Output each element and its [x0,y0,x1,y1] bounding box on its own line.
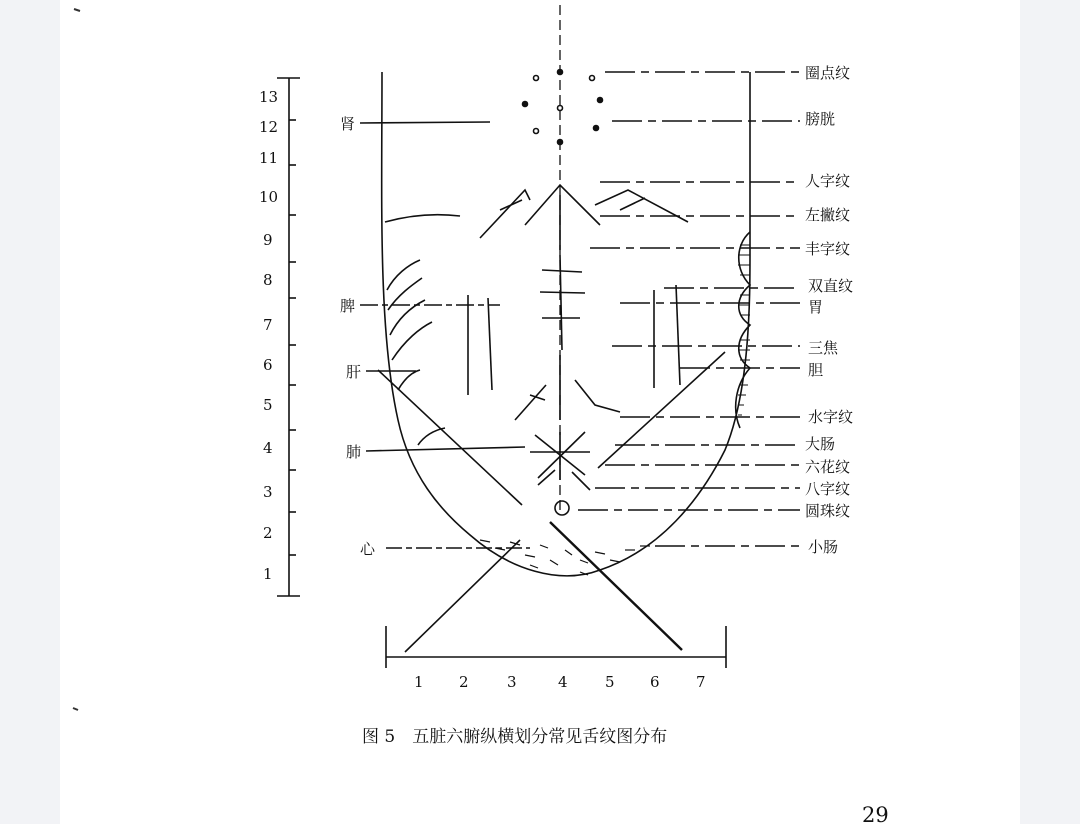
hscale-4: 4 [558,673,568,691]
label-large-intestine: 大肠 [805,435,836,453]
vscale-6: 6 [263,356,273,374]
label-round-bead-pattern: 圆珠纹 [805,502,851,520]
label-left-slash-pattern: 左撇纹 [805,206,851,224]
figure-caption: 图 5 五脏六腑纵横划分常见舌纹图分布 [362,727,668,747]
hscale-5: 5 [605,673,615,691]
page-number: 29 [862,803,889,824]
round-bead-mark [555,501,569,515]
label-water-pattern: 水字纹 [808,408,854,426]
vertical-scale-ticks [289,120,296,555]
heart-region-dashes [480,540,650,575]
hscale-7: 7 [696,673,706,691]
hscale-2: 2 [459,673,469,691]
label-eight-pattern: 八字纹 [805,480,851,498]
label-six-flower-pattern: 六花纹 [805,458,851,476]
label-kidney: 肾 [340,115,356,133]
document-page [60,0,1020,824]
vscale-2: 2 [263,524,273,542]
vscale-4: 4 [263,439,273,457]
dot-pattern-marks [523,70,603,145]
scan-speck-left [73,708,78,710]
vscale-7: 7 [263,316,273,334]
label-ren-pattern: 人字纹 [805,172,851,190]
vscale-10: 10 [259,188,279,206]
right-pattern-labels [805,64,853,556]
label-small-intestine: 小肠 [808,538,839,556]
hscale-3: 3 [507,673,517,691]
feng-pattern-marks [540,255,585,350]
label-sanjiao: 三焦 [808,339,839,357]
vscale-13: 13 [259,88,279,106]
hscale-6: 6 [650,673,660,691]
six-flower-marks [530,432,590,480]
right-leader-lines [578,72,800,546]
label-liver: 肝 [346,363,362,381]
tongue-pattern-diagram [60,0,1020,824]
label-gallbladder: 胆 [808,361,824,379]
label-double-straight-pattern: 双直纹 [808,277,854,295]
vscale-9: 9 [263,231,273,249]
label-heart: 心 [360,540,376,558]
vscale-5: 5 [263,396,273,414]
chevron-pattern-marks [480,185,688,250]
vscale-12: 12 [259,118,279,136]
diagonal-lines [378,352,725,652]
vertical-scale-labels [259,88,278,583]
left-organ-labels [340,115,376,558]
double-straight-marks [468,285,680,395]
vscale-8: 8 [263,271,273,289]
water-pattern-marks [515,355,620,420]
hscale-1: 1 [414,673,424,691]
label-lung: 肺 [346,443,362,461]
vscale-1: 1 [263,565,273,583]
label-feng-pattern: 丰字纹 [805,240,851,258]
vscale-3: 3 [263,483,273,501]
label-bladder: 膀胱 [805,110,836,128]
horizontal-scale-labels [414,673,706,691]
scan-speck-top [74,9,80,11]
tongue-outline [382,72,750,576]
label-stomach: 胃 [808,298,824,316]
label-circle-dot-pattern: 圈点纹 [805,64,851,82]
vscale-11: 11 [259,149,279,167]
label-spleen: 脾 [340,297,356,315]
